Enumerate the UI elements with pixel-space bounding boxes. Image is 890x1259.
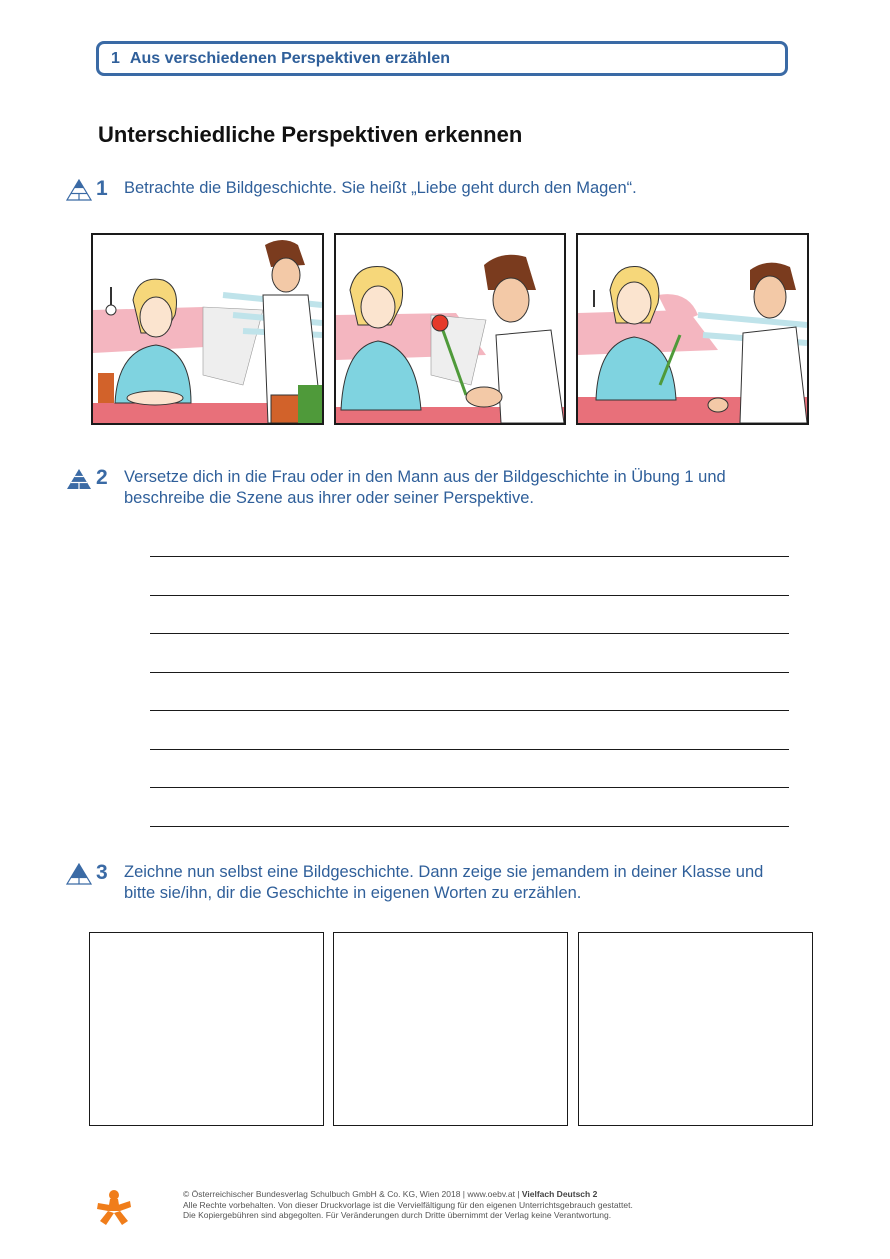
comic-panel-3 (576, 233, 809, 425)
publisher-logo-icon (96, 1189, 132, 1227)
page-title: Unterschiedliche Perspektiven erkennen (98, 122, 523, 147)
footer-book-title: Vielfach Deutsch 2 (521, 1189, 598, 1199)
task-text: Zeichne nun selbst eine Bildgeschichte. Dann zeige sie jemandem in deiner Klasse und bitte sie/ihn, dir die Geschichte in eigenen Worten zu erzählen. (124, 863, 764, 902)
footer-copyright (183, 1189, 803, 1221)
writing-lines[interactable] (150, 556, 789, 827)
drawing-box-2[interactable] (333, 932, 568, 1126)
writing-line[interactable] (150, 711, 789, 750)
task-1 (66, 177, 637, 201)
writing-line[interactable] (150, 596, 789, 635)
writing-line[interactable] (150, 673, 789, 712)
writing-line[interactable] (150, 634, 789, 673)
task-3 (66, 861, 794, 904)
pyramid-top-filled-icon (66, 179, 92, 201)
comic-panel-1 (91, 233, 324, 425)
chapter-title: Aus verschiedenen Perspektiven erzählen (129, 49, 451, 67)
writing-line[interactable] (150, 750, 789, 789)
task-text: Betrachte die Bildgeschichte. Sie heißt „Liebe geht durch den Magen“. (124, 179, 637, 197)
chapter-header (96, 41, 788, 76)
comic-panel-2 (334, 233, 566, 425)
chapter-number: 1 (111, 49, 120, 67)
task-number: 3 (96, 861, 108, 884)
footer-copyright-line: © Österreichischer Bundesverlag Schulbuch GmbH & Co. KG, Wien 2018 | www.oebv.at | (183, 1189, 522, 1199)
footer-fees-line: Die Kopiergebühren sind abgegolten. Für Veränderungen durch Dritte übernimmt der Verlag keine Verantwortung. (183, 1210, 612, 1220)
task-number: 2 (96, 466, 108, 489)
drawing-box-1[interactable] (89, 932, 324, 1126)
writing-line[interactable] (150, 557, 789, 596)
task-2 (66, 466, 784, 509)
pyramid-full-filled-icon (66, 468, 92, 490)
writing-line[interactable] (150, 788, 789, 827)
footer-rights-line: Alle Rechte vorbehalten. Von dieser Druckvorlage ist die Vervielfältigung für den eigenen Unterrichtsgebrauch gestattet. (183, 1199, 633, 1210)
task-number: 1 (96, 177, 108, 200)
drawing-box-3[interactable] (578, 932, 813, 1126)
task-text: Versetze dich in die Frau oder in den Mann aus der Bildgeschichte in Übung 1 und beschreibe die Szene aus ihrer oder seiner Perspektive. (124, 468, 726, 507)
pyramid-top-filled-icon (66, 863, 92, 885)
